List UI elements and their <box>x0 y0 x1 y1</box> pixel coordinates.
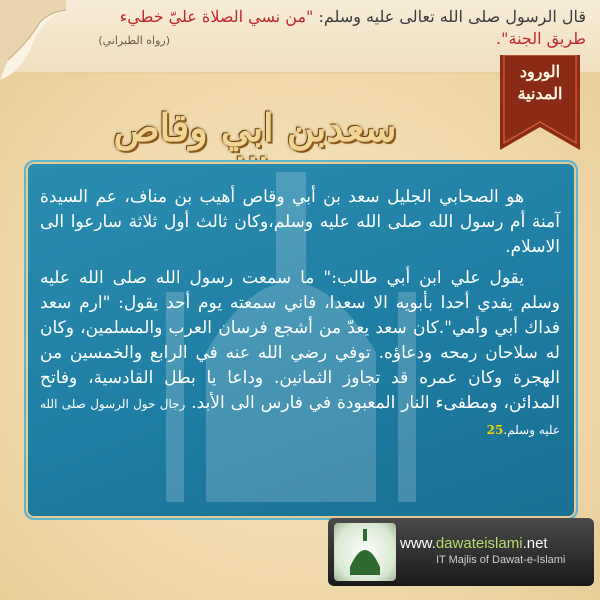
footer-banner[interactable] <box>328 518 594 586</box>
hadith-narrator: (رواه الطبراني) <box>98 34 170 47</box>
paragraph-2 <box>40 266 560 443</box>
dawateislami-logo-icon <box>334 523 396 581</box>
page-title: سعدبن ابي وقاص <box>113 105 397 150</box>
paragraph-2-text: يقول علي ابن أبي طالب:" ما سمعت رسول الله صلى الله عليه وسلم يفدي أحدا بأبويه الا سعدا، فاني سمعته يوم أحد يقول: "ارم سعد فداك أبي وأمي".كان سعد يعدّ من أشجع فرسان العرب والمسلمين، وكان له سلاحان رمحه ودعاؤه. توفي رضي الله عنه في الرابع والخمسين من الهجرة وكان عمره قد تجاوز الثمانين. وداعا يا بطل القادسية، وفاتح المدائن، ومطفىء النار المعبودة في فارس الى الأبد. <box>40 268 561 413</box>
article-body <box>40 185 560 449</box>
paragraph-1: هو الصحابي الجليل سعد بن أبي وقاص أهيب بن مناف، عم السيدة آمنة أم رسول الله صلى الله عليه وسلم،وكان ثالث أول ثلاثة سارعوا الى الاسلام. <box>40 187 560 257</box>
ribbon-badge <box>500 55 580 150</box>
reference-number: 25 <box>486 423 504 437</box>
hadith-prefix: قال الرسول صلى الله تعالى عليه وسلم: <box>313 7 586 26</box>
website-main: dawateislami <box>435 535 523 552</box>
badge-label <box>500 61 580 105</box>
website-suffix: .net <box>522 535 548 552</box>
website-link[interactable] <box>400 535 548 552</box>
hadith-text: "من نسي الصلاة عليّ خطيء طريق الجنة". <box>119 7 586 48</box>
website-prefix: www. <box>400 535 436 552</box>
badge-line-2: المدنية <box>517 84 563 103</box>
reference-text: رجال حول الرسول صلى الله عليه وسلم. <box>40 397 560 437</box>
badge-line-1: الورود <box>519 62 561 81</box>
footer-subtitle: IT Majlis of Dawat-e-Islami <box>436 554 566 566</box>
page-curl-icon <box>0 0 66 80</box>
